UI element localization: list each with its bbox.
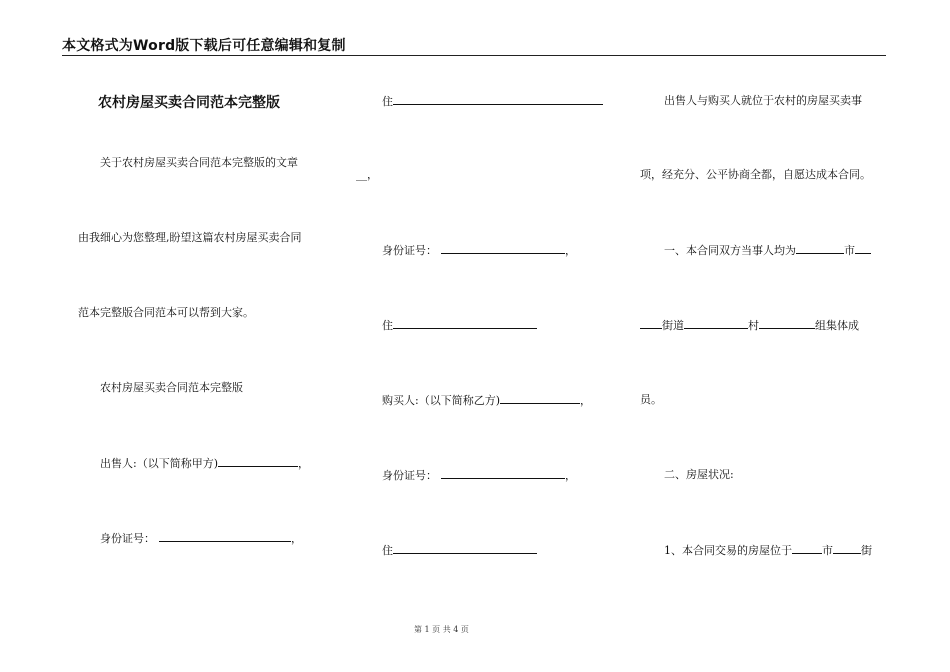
address-label-3: 住 bbox=[382, 544, 393, 557]
seller-line bbox=[100, 456, 309, 471]
para-1-line-b: 项，经充分、公平协商全都，自愿达成本合同。 bbox=[640, 168, 871, 181]
clause-1-line-b bbox=[640, 318, 859, 333]
seller-id-label: 身份证号： bbox=[100, 532, 155, 545]
contract-subtitle: 农村房屋买卖合同范本完整版 bbox=[100, 381, 243, 394]
address-line-2 bbox=[382, 318, 537, 333]
clause-1b-blank-1 bbox=[640, 318, 662, 329]
header-title: 本文格式为Word版下载后可任意编辑和复制 bbox=[62, 38, 346, 54]
buyer-line bbox=[382, 393, 591, 408]
address-label-2: 住 bbox=[382, 319, 393, 332]
address-line-3 bbox=[382, 543, 537, 558]
address-blank-3 bbox=[393, 543, 537, 554]
clause-2-1-prefix: 1、本合同交易的房屋位于 bbox=[664, 544, 792, 557]
address-line-1 bbox=[382, 94, 603, 109]
seller-id-tail: ， bbox=[291, 532, 302, 545]
clause-1-line bbox=[664, 243, 871, 258]
buyer-id-blank bbox=[441, 468, 565, 479]
header-divider bbox=[62, 55, 886, 56]
comma-line: __， bbox=[356, 168, 378, 181]
clause-1b-village: 村 bbox=[748, 319, 759, 332]
clause-1b-blank-2 bbox=[684, 318, 748, 329]
clause-2-1-tail: 街 bbox=[861, 544, 872, 557]
clause-2-heading: 二、房屋状况: bbox=[664, 468, 734, 481]
para-1-line-a: 出售人与购买人就位于农村的房屋买卖事 bbox=[664, 94, 862, 107]
intro-line-1: 关于农村房屋买卖合同范本完整版的文章 bbox=[100, 156, 298, 169]
clause-1-blank-2 bbox=[855, 243, 871, 254]
seller-id2-tail: ， bbox=[565, 244, 576, 257]
buyer-id-line bbox=[382, 468, 576, 483]
clause-1b-street: 街道 bbox=[662, 319, 684, 332]
seller-label: 出售人:（以下简称甲方) bbox=[100, 457, 218, 470]
clause-1-blank-1 bbox=[796, 243, 844, 254]
clause-2-1-city: 市 bbox=[822, 544, 833, 557]
buyer-blank bbox=[500, 393, 580, 404]
seller-tail: ， bbox=[298, 457, 309, 470]
document-title: 农村房屋买卖合同范本完整版 bbox=[98, 95, 280, 111]
clause-1b-tail: 组集体成 bbox=[815, 319, 859, 332]
seller-blank bbox=[218, 456, 298, 467]
clause-1-prefix: 一、本合同双方当事人均为 bbox=[664, 244, 796, 257]
buyer-id-tail: ， bbox=[565, 469, 576, 482]
address-blank-2 bbox=[393, 318, 537, 329]
page-number-footer: 第 1 页 共 4 页 bbox=[414, 625, 469, 634]
seller-id-line bbox=[100, 531, 302, 546]
seller-id2-line bbox=[382, 243, 576, 258]
intro-line-2: 由我细心为您整理,盼望这篇农村房屋买卖合同 bbox=[78, 231, 302, 244]
seller-id2-blank bbox=[441, 243, 565, 254]
seller-id2-label: 身份证号： bbox=[382, 244, 437, 257]
clause-2-1-blank-2 bbox=[833, 543, 861, 554]
clause-1-city: 市 bbox=[844, 244, 855, 257]
clause-2-1-line bbox=[664, 543, 872, 558]
clause-1-line-c: 员。 bbox=[640, 393, 662, 406]
clause-1b-blank-3 bbox=[759, 318, 815, 329]
buyer-id-label: 身份证号： bbox=[382, 469, 437, 482]
seller-id-blank bbox=[159, 531, 291, 542]
intro-line-3: 范本完整版合同范本可以帮到大家。 bbox=[78, 306, 254, 319]
buyer-label: 购买人:（以下简称乙方) bbox=[382, 394, 500, 407]
address-label-1: 住 bbox=[382, 95, 393, 108]
buyer-tail: ， bbox=[580, 394, 591, 407]
address-blank-1 bbox=[393, 94, 603, 105]
clause-2-1-blank-1 bbox=[792, 543, 822, 554]
